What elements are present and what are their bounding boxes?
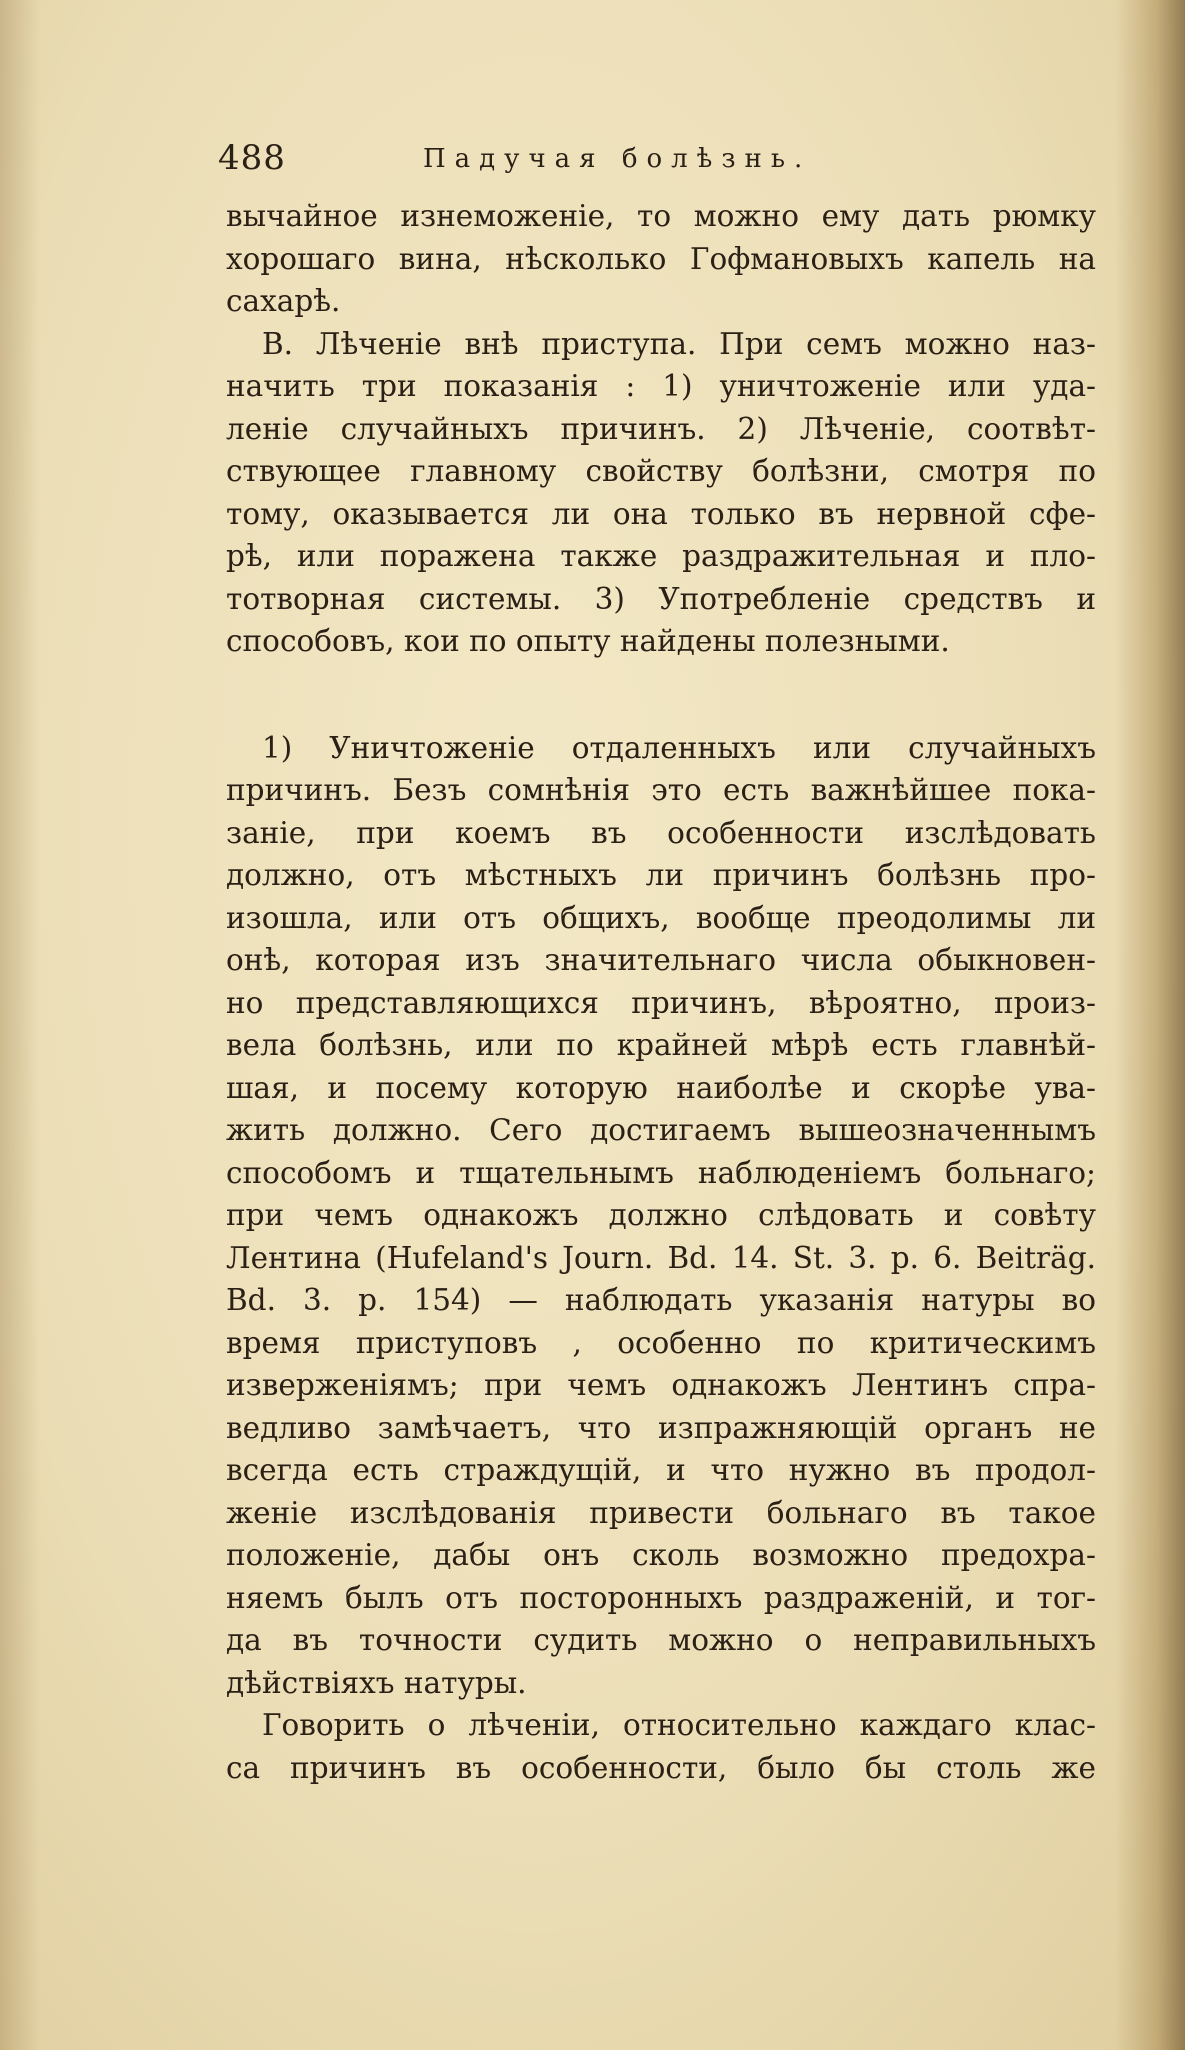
text-line: да въ точности судить можно о неправильныхъ: [226, 1623, 1096, 1657]
text-line: тотворная системы. 3) Употребленіе средствъ и: [226, 581, 1096, 616]
text-line: шая, и посему которую наиболѣе и скорѣе ува-: [226, 1070, 1096, 1105]
text-line: са причинъ въ особенности, было бы столь же: [226, 1750, 1096, 1785]
text-line: B. Лѣченіе внѣ приступа. При семъ можно наз-: [262, 326, 1096, 361]
text-line: 1) Уничтоженіе отдаленныхъ или случайныхъ: [262, 730, 1096, 765]
body-text: [226, 195, 1096, 1789]
text-line: должно, отъ мѣстныхъ ли причинъ болѣзнь про-: [226, 858, 1096, 892]
text-line: заніе, при коемъ въ особенности изслѣдовать: [226, 815, 1096, 850]
text-line: вычайное изнеможеніе, то можно ему дать рюмку: [226, 199, 1096, 233]
text-line: рѣ, или поражена также раздражительная и пло-: [226, 539, 1096, 573]
text-line: при чемъ однакожъ должно слѣдовать и совѣту: [226, 1198, 1096, 1232]
page-number: 488: [218, 138, 286, 178]
paragraph-gap: [226, 663, 1096, 727]
text-line: ствующее главному свойству болѣзни, смотря по: [226, 454, 1096, 488]
text-line: сахарѣ.: [226, 284, 341, 318]
text-line: тому, оказывается ли она только въ нервной сфе-: [226, 496, 1096, 531]
page-right-edge-shadow: [1115, 0, 1185, 2050]
text-line: но представляющихся причинъ, вѣроятно, произ-: [226, 985, 1096, 1020]
text-line: всегда есть страждущій, и что нужно въ продол-: [226, 1453, 1096, 1487]
text-line: Bd. 3. p. 154) — наблюдать указанія натуры во: [226, 1283, 1096, 1317]
running-title: Падучая болѣзнь.: [423, 144, 812, 174]
text-line: начить три показанія : 1) уничтоженіе или уда-: [226, 369, 1096, 403]
text-line: изошла, или отъ общихъ, вообще преодолимы ли: [226, 900, 1096, 935]
text-line: способовъ, кои по опыту найдены полезными.: [226, 624, 950, 658]
text-line: хорошаго вина, нѣсколько Гофмановыхъ капель на: [226, 241, 1096, 276]
text-line: положеніе, дабы онъ сколь возможно предохра-: [226, 1538, 1096, 1572]
text-line: ведливо замѣчаетъ, что изпражняющій органъ не: [226, 1410, 1096, 1445]
text-line: жить должно. Сего достигаемъ вышеозначеннымъ: [226, 1113, 1096, 1147]
text-line: время приступовъ , особенно по критическимъ: [226, 1325, 1096, 1360]
text-line: способомъ и тщательнымъ наблюденіемъ больнаго;: [226, 1155, 1096, 1190]
text-line: няемъ былъ отъ посторонныхъ раздраженій, и тог-: [226, 1580, 1096, 1615]
text-line: онѣ, которая изъ значительнаго числа обыкновен-: [226, 943, 1096, 977]
text-line: причинъ. Безъ сомнѣнія это есть важнѣйшее пока-: [226, 773, 1096, 807]
text-line: дѣйствіяхъ натуры.: [226, 1665, 527, 1700]
text-line: вела болѣзнь, или по крайней мѣрѣ есть главнѣй-: [226, 1028, 1096, 1062]
text-line: изверженіямъ; при чемъ однакожъ Лентинъ спра-: [226, 1368, 1096, 1402]
page-header: [218, 138, 1098, 182]
text-line: Говорить о лѣченіи, относительно каждаго клас-: [262, 1708, 1096, 1742]
text-line: Лентина (Hufeland's Journ. Bd. 14. St. 3. p. 6. Beiträg.: [226, 1240, 1096, 1275]
text-line: женіе изслѣдованія привести больнаго въ такое: [226, 1495, 1096, 1530]
text-line: леніе случайныхъ причинъ. 2) Лѣченіе, соотвѣт-: [226, 411, 1096, 446]
page-left-edge: [0, 0, 40, 2050]
